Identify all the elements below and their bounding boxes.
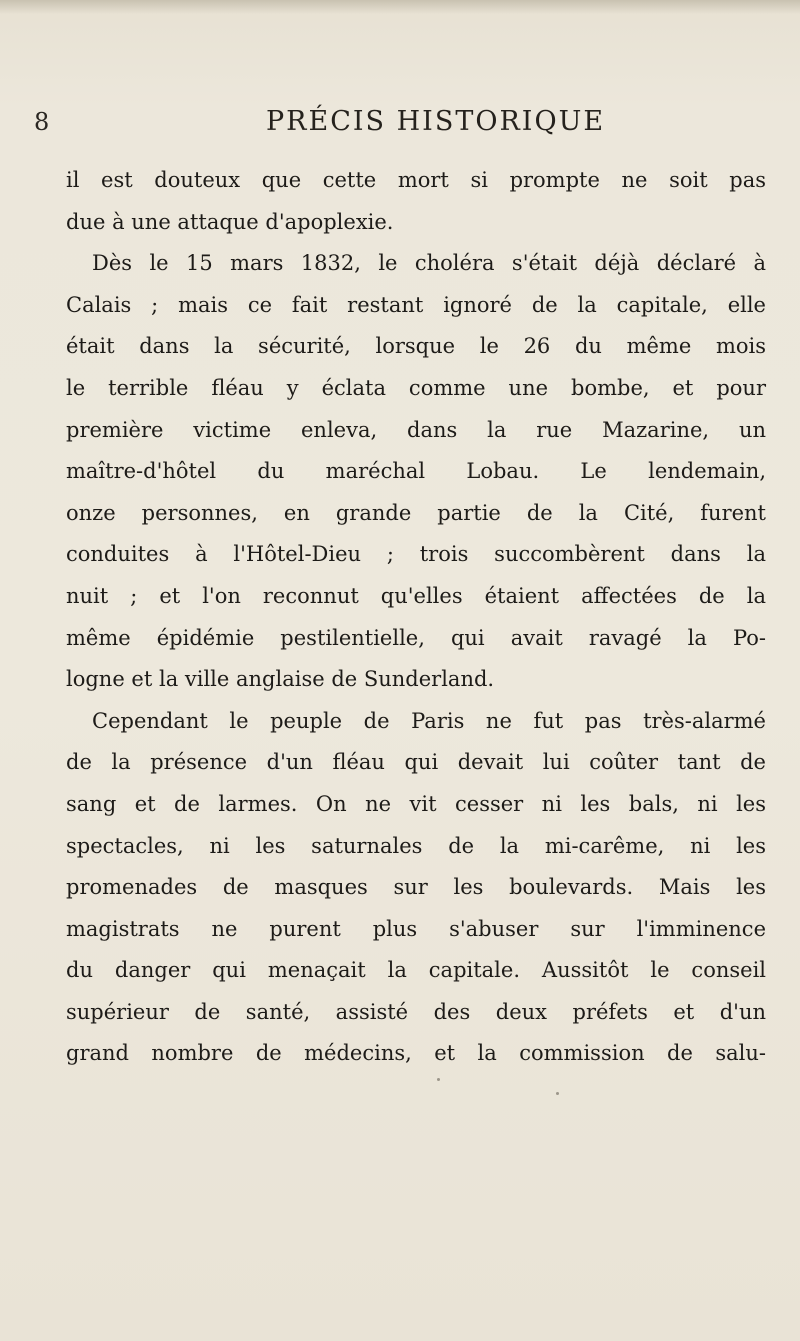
page-top-edge (0, 0, 800, 14)
text-line: logne et la ville anglaise de Sunderland. (66, 667, 495, 692)
body-text (66, 160, 766, 1075)
text-line: conduites à l'Hôtel-Dieu ; trois succombèrent dans la (66, 542, 766, 567)
text-line: même épidémie pestilentielle, qui avait ravagé la Po- (66, 625, 766, 650)
text-line: supérieur de santé, assisté des deux préfets et d'un (66, 999, 766, 1024)
paragraph-start-line: Cependant le peuple de Paris ne fut pas très-alarmé (92, 708, 766, 733)
paper-speck (437, 1078, 440, 1081)
paper-speck (556, 1092, 559, 1095)
text-line: de la présence d'un fléau qui devait lui coûter tant de (66, 750, 766, 775)
page-number: 8 (34, 108, 50, 136)
text-line: il est douteux que cette mort si prompte ne soit pas (66, 168, 766, 192)
text-line: due à une attaque d'apoplexie. (66, 209, 394, 234)
text-line: sang et de larmes. On ne vit cesser ni les bals, ni les (66, 791, 766, 816)
text-line: était dans la sécurité, lorsque le 26 du même mois (66, 334, 766, 359)
paragraph-start-line: Dès le 15 mars 1832, le choléra s'était déjà déclaré à (92, 251, 766, 276)
text-line: grand nombre de médecins, et la commission de salu- (66, 1041, 766, 1066)
text-line: promenades de masques sur les boulevards. Mais les (66, 875, 766, 900)
text-line: Calais ; mais ce fait restant ignoré de la capitale, elle (66, 292, 766, 317)
page-header (34, 106, 764, 146)
text-line: spectacles, ni les saturnales de la mi-carême, ni les (66, 833, 766, 858)
text-line: maître-d'hôtel du maréchal Lobau. Le lendemain, (66, 459, 766, 484)
text-line: première victime enleva, dans la rue Mazarine, un (66, 417, 766, 442)
text-line: le terrible fléau y éclata comme une bombe, et pour (66, 375, 766, 400)
text-line: magistrats ne purent plus s'abuser sur l'imminence (66, 916, 766, 941)
text-line: nuit ; et l'on reconnut qu'elles étaient affectées de la (66, 583, 766, 608)
text-line: du danger qui menaçait la capitale. Aussitôt le conseil (66, 958, 766, 983)
running-head-title: PRÉCIS HISTORIQUE (266, 106, 606, 137)
text-line: onze personnes, en grande partie de la Cité, furent (66, 500, 766, 525)
